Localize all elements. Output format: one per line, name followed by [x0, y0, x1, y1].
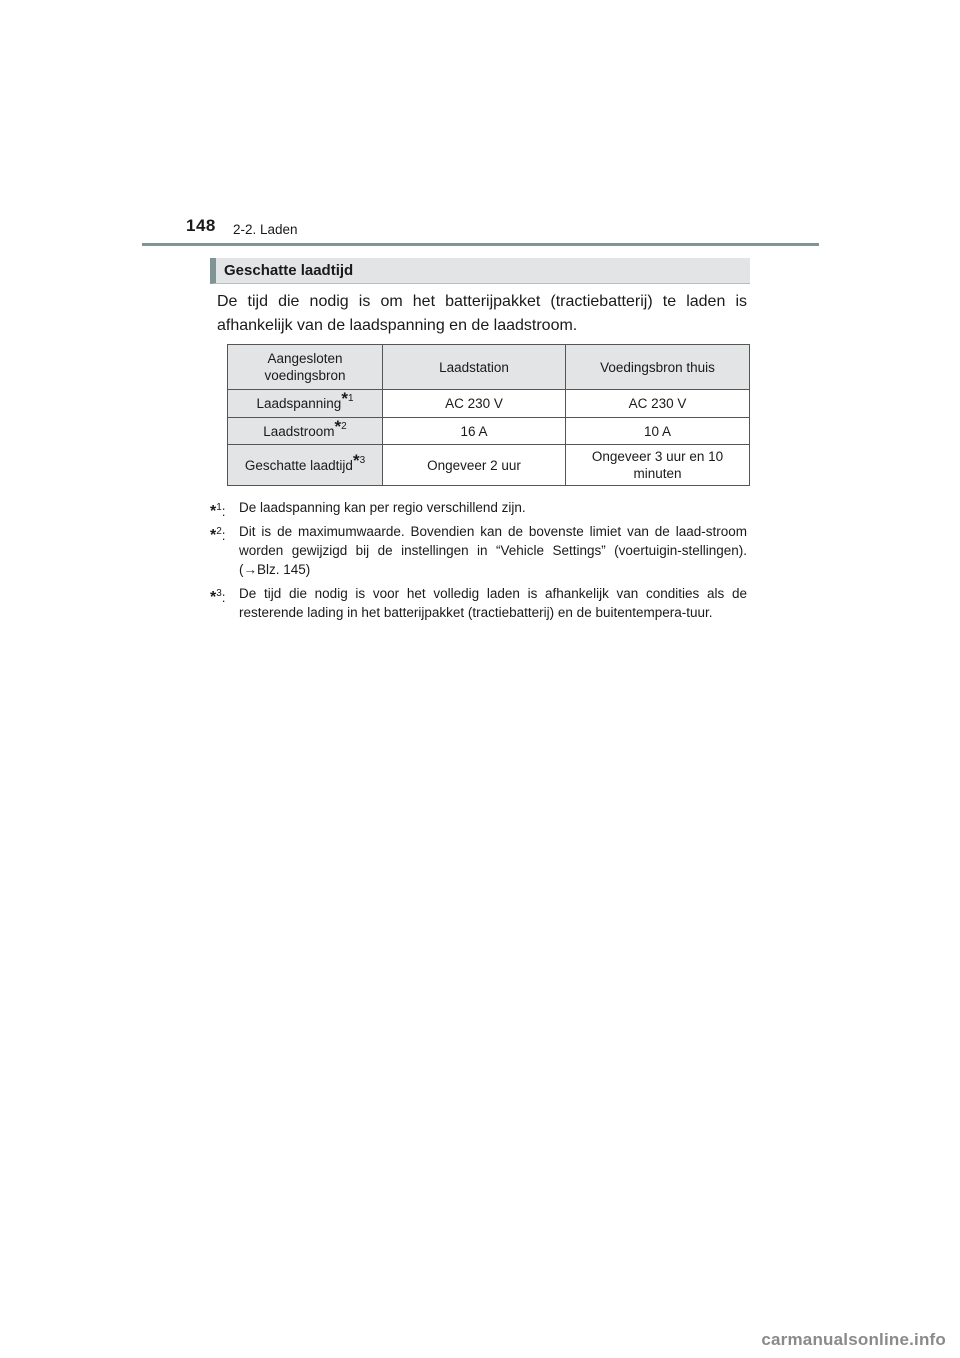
- table-cell: AC 230 V: [566, 390, 750, 418]
- header-cell-source: Aangesloten voedingsbron: [228, 345, 383, 390]
- table-cell: AC 230 V: [383, 390, 566, 418]
- table-cell: 16 A: [383, 418, 566, 445]
- charging-time-table: [227, 344, 750, 486]
- row-label-time: Geschatte laadtijd*$^3$: [228, 445, 383, 486]
- footnote-star: *: [352, 450, 360, 470]
- header-cell-station: Laadstation: [383, 345, 566, 390]
- intro-paragraph: De tijd die nodig is om het batterijpakket (tractiebatterij) te laden is afhankelijk van de laadspanning en de laadstroom.: [217, 293, 747, 334]
- footnote-marker: *$^3$:: [210, 588, 226, 606]
- row-label-current: Laadstroom*$^2$: [228, 418, 383, 445]
- header-cell-home: Voedingsbron thuis: [566, 345, 750, 390]
- section-heading: [210, 258, 750, 284]
- footnote-marker: *$^2$:: [210, 526, 226, 544]
- chapter-title: 2-2. Laden: [233, 222, 298, 237]
- table-cell: Ongeveer 2 uur: [383, 445, 566, 486]
- row-label-voltage: Laadspanning*$^1$: [228, 390, 383, 418]
- section-title: Geschatte laadtijd: [224, 262, 354, 279]
- table-cell: 10 A: [566, 418, 750, 445]
- table-header-row: [228, 345, 750, 390]
- footnote-star: *: [334, 416, 342, 436]
- table-row: [228, 418, 750, 445]
- footnote-3: *$^3$: De tijd die nodig is voor het volledig laden is afhankelijk van condities als de resterende lading in het batterijpakket (tractiebatterij) en de buitentempera-tuur.: [210, 586, 747, 620]
- page-number: 148: [186, 216, 216, 235]
- footnote-star: *: [341, 389, 348, 408]
- watermark: carmanualsonline.info: [761, 1330, 946, 1349]
- footnote-marker: *$^1$:: [210, 502, 226, 520]
- footnote-1: *$^1$: De laadspanning kan per regio verschillend zijn.: [210, 500, 526, 520]
- table-cell: Ongeveer 3 uur en 10 minuten: [566, 445, 750, 486]
- table-row: [228, 390, 750, 418]
- footnotes: [210, 498, 747, 627]
- footnote-2: *$^2$: Dit is de maximumwaarde. Bovendien kan de bovenste limiet van de laad-stroom worden gewijzigd bij de instellingen in “Vehicle Settings” (voertuigin-stellingen). (→Blz. 145): [210, 524, 747, 577]
- header-divider: [142, 243, 819, 246]
- table-row: [228, 445, 750, 486]
